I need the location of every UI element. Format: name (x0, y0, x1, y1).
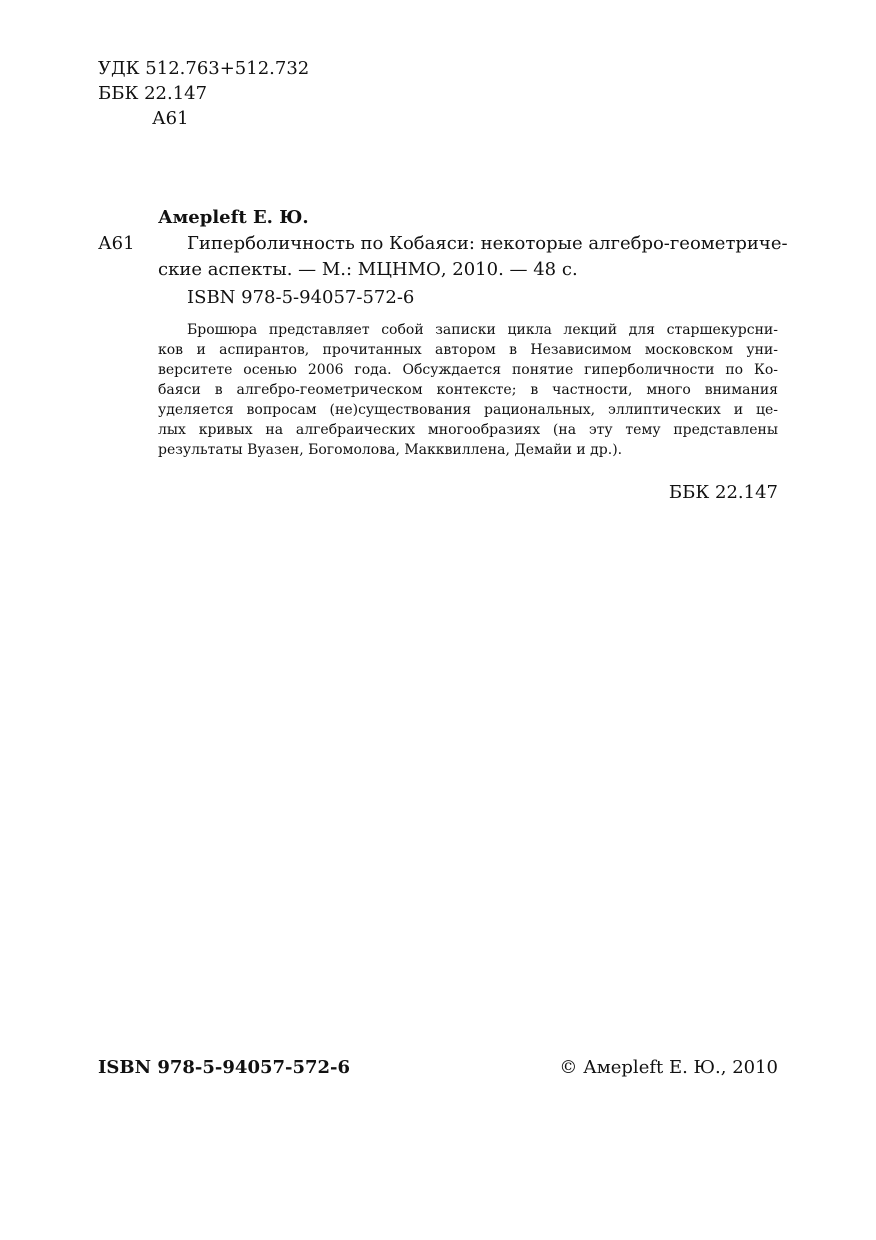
isbn-footer: ISBN 978-5-94057-572-6 (98, 1057, 351, 1078)
abstract-line: Брошюра представляет собой записки цикла лекций для старшекурсни- (187, 322, 778, 338)
abstract-line: лых кривых на алгебраических многообразиях (на эту тему представлены (158, 422, 778, 438)
author-name: Амерleft Е. Ю. (158, 207, 309, 228)
copyright-notice: © Амерleft Е. Ю., 2010 (559, 1057, 778, 1078)
abstract-line: ков и аспирантов, прочитанных автором в Независимом московском уни- (158, 342, 778, 358)
abstract-line: баяси в алгебро-геометрическом контексте; в частности, много внимания (158, 382, 778, 398)
bbk-code-right: ББК 22.147 (668, 482, 778, 503)
author-mark: А61 (152, 108, 189, 129)
udc-code: УДК 512.763+512.732 (98, 58, 310, 79)
title-line-2: ские аспекты. — М.: МЦНМО, 2010. — 48 с. (158, 259, 578, 280)
author-mark-left: А61 (98, 233, 135, 254)
abstract-line: результаты Вуазен, Богомолова, Макквиллена, Демайи и др.). (158, 442, 623, 458)
abstract-line: уделяется вопросам (не)существования рациональных, эллиптических и це- (158, 402, 778, 418)
title-line-1: Гиперболичность по Кобаяси: некоторые алгебро-геометриче- (187, 233, 788, 254)
abstract (158, 320, 778, 460)
abstract-line: верситете осенью 2006 года. Обсуждается понятие гиперболичности по Ко- (158, 362, 778, 378)
bbk-code: ББК 22.147 (98, 83, 208, 104)
isbn-record: ISBN 978-5-94057-572-6 (187, 287, 415, 308)
